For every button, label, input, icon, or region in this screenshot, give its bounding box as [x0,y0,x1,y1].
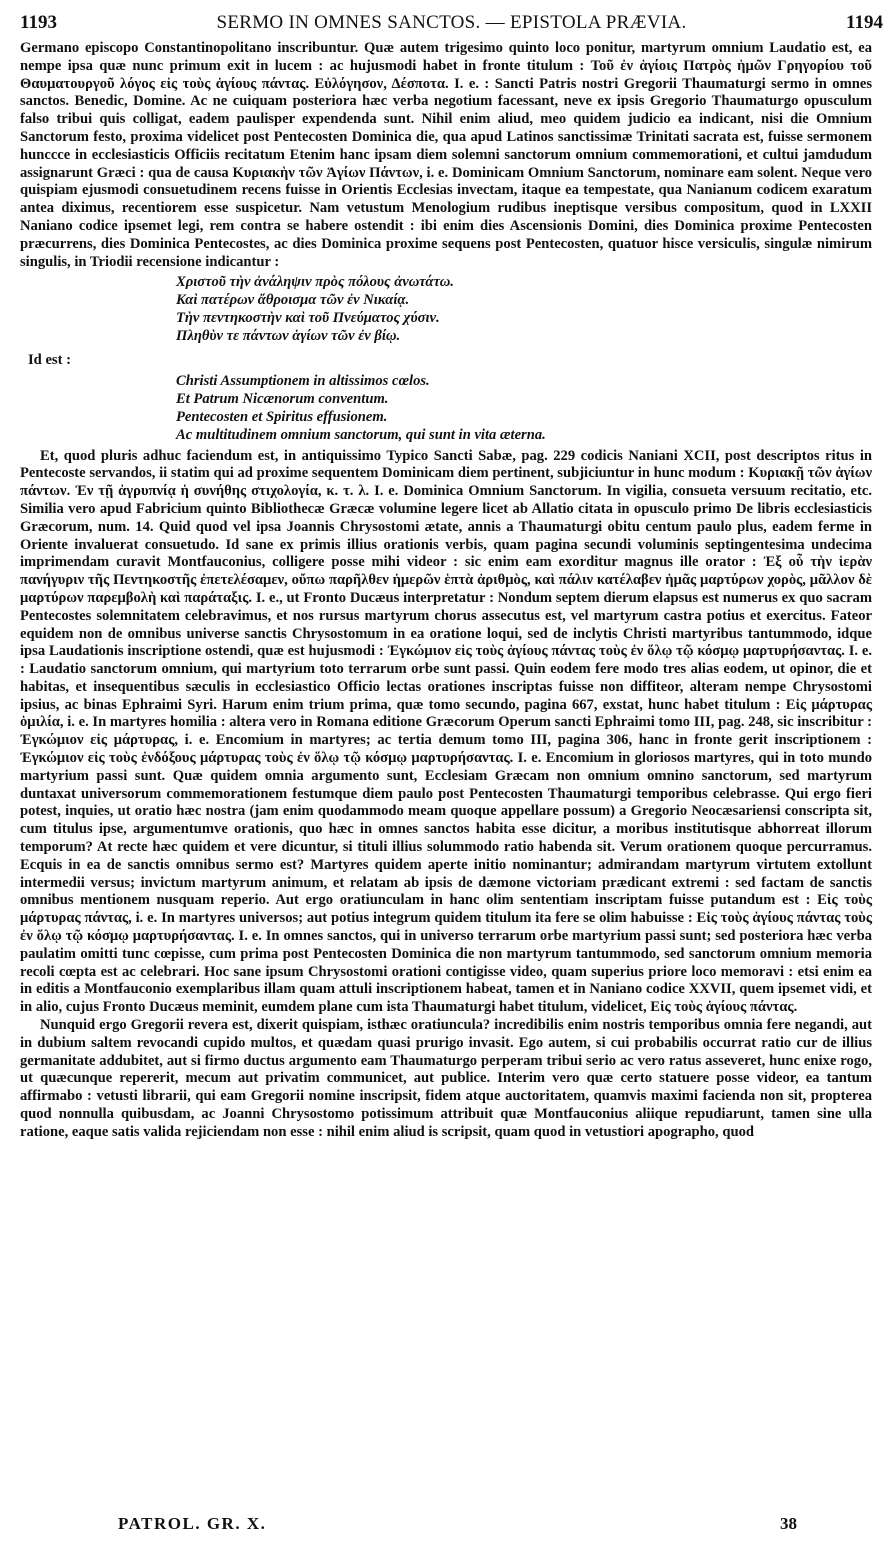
footer-signature: 38 [780,1514,797,1533]
paragraph-3: Nunquid ergo Gregorii revera est, dixerit quispiam, isthæc oratiuncula? incredibilis enim nostris temporibus omnia fere negandi, aut in dubium saltem revocandi cupido multos, et quædam quasi prurigo invasit. Ego autem, si cui probabilis occurrat ratio cur de illius germanitate addubitet, aut si firmo ductus argumento eam Thaumaturgo perperam tribui serio ac vero ratus asseveret, hunc enixe rogo, ut quæcunque repererit, mecum aut privatim communicet, aut publice. Interim vero quæ certo statuere posse videor, ea tantum affirmabo : vetusti librarii, qui eam Gregorii nomine inscripsit, fidem atque auctoritatem, quamvis maximi facienda non sit, propterea quod nonnulla quibusdam, ac Joanni Chrysostomo potissimum attribuit quæ Montfauconius aliique repudiarunt, tamen sine ulla ratione, eaque satis valida rejiciendam non esse : nihil enim aliud is scripsit, quam quod in vetustiori apographo, quod [20,1017,872,1140]
page-number-left: 1193 [20,12,57,33]
running-header [20,12,883,38]
greek-verse-line: Χριστοῦ τὴν ἀνάληψιν πρὸς πόλους ἀνωτάτω. [176,274,454,291]
page-footer [118,1514,797,1538]
id-est-label: Id est : [28,351,71,368]
page-number-right: 1194 [846,12,883,33]
header-title: SERMO IN OMNES SANCTOS. — EPISTOLA PRÆVIA. [216,12,687,33]
latin-verse-line: Pentecosten et Spiritus effusionem. [176,408,388,425]
greek-verse-line: Πληθὺν τε πάντων ἁγίων τῶν ἐν βίῳ. [176,327,401,344]
latin-verse-line: Ac multitudinem omnium sanctorum, qui sunt in vita æterna. [176,426,546,443]
latin-verse-line: Et Patrum Nicænorum conventum. [176,391,389,408]
greek-verse-line: Καὶ πατέρων ἄθροισμα τῶν ἐν Νικαίᾳ. [176,292,410,309]
paragraph-1: Germano episcopo Constantinopolitano inscribuntur. Quæ autem trigesimo quinto loco ponitur, martyrum omnium Laudatio est, ea nempe ipsa quæ nunc primum exit in lucem : ac hujusmodi habet in fronte titulum : Τοῦ ἐν ἁγίοις Πατρὸς ἡμῶν Γρηγορίου τοῦ Θαυματουργοῦ λόγος εἰς τοὺς ἁγίους πάντας. Εὐλόγησον, Δέσποτα. I. e. : Sancti Patris nostri Gregorii Thaumaturgi sermo in omnes sanctos. Benedic, Domine. Ac ne cuiquam posteriora hæc verba negotium facessant, neve ex ipsis Gregorio Thaumaturgo opusculum falso tribui quis colligat, eadem paulisper expendenda sunt. Nihil enim aliud, meo quidem judicio ea indicant, nisi die Omnium Sanctorum festo, proxima videlicet post Pentecosten Dominica die, qua apud Latinos sanctissimæ Trinitati sacrata est, fuisse sermonem hunccce in ecclesiasticis Officiis recitatum Etenim hanc ipsam diem solemni sanctorum omnium commemorationi, et cultui jamdudum assignarunt Græci : qua de causa Κυριακὴν τῶν Ἁγίων Πάντων, i. e. Dominicam Omnium Sanctorum, nominare eam solent. Neque vero quispiam ejusmodi consuetudinem recens fuisse in Orientis Ecclesias invectam, itaque ea tempestate, qua Nanianum codicem exaratum antea diximus, recentiorem esse suspicetur. Nam vetustum Menologium rudibus ineptisque versibus compositum, quod in LXXII Naniano codice ipsemet legi, rem contra se habere ostendit : ibi enim dies Ascensionis Domini, dies Dominica proxime Pentecosten præcurrens, dies Dominica Pentecostes, ac dies Dominica proxime sequens post Pentecosten, quatuor hisce versiculis, singulæ nimirum singulis, in Triodii recensione indicantur : [20,40,872,270]
paragraph-2: Et, quod pluris adhuc faciendum est, in antiquissimo Typico Sancti Sabæ, pag. 229 codicis Naniani XCII, post descriptos ritus in Pentecoste servandos, ii statim qui ad proxime sequentem Dominicam diem pertinent, subjiciuntur in hunc modum : Κυριακῇ τῶν ἁγίων πάντων. Ἐν τῇ ἀγρυπνίᾳ ἡ συνήθης στιχολογία, κ. τ. λ. I. e. Dominica Omnium Sanctorum. In vigilia, consueta versuum recitatio, etc. Similia vero apud Fabricium quinto Bibliothecæ Græcæ volumine legere licet ab Allatio citata in opusculo primo De libris ecclesiasticis Græcorum, num. 14. Quid quod vel ipsa Joannis Chrysostomi ætate, annis a Thaumaturgi obitu centum paulo plus, eadem ferme in Oriente invaluerat consuetudo. Id sane ex primis illius orationis verbis, quam pagina secundi voluminis septingentesima undecima imprimendam curavit Montfauconius, colligere posse mihi videor : sic enim eam exorditur magnus ille orator : Ἐξ οὗ τὴν ἱερὰν πανήγυριν τῆς Πεντηκοστῆς ἐπετελέσαμεν, οὔπω παρῆλθεν ἡμερῶν ἑπτὰ ἀριθμὸς, καὶ πάλιν κατέλαβεν ἡμᾶς μαρτύρων χορὸς, μᾶλλον δὲ μαρτύρων παρεμβολὴ καὶ παράταξις. I. e., ut Fronto Ducæus interpretatur : Nondum septem dierum elapsus est numerus ex quo sacram Pentecostes solemnitatem celebravimus, et nos rursus martyrum chorus assecutus est, vel martyrum castra potius et exercitus. Fateor equidem non de omnibus universe sanctis Chrysostomum in ea oratione loqui, sed de inclytis Christi martyribus tantummodo, idque ipsa Laudationis inscriptione ostendi, quæ est hujusmodi : Ἐγκώμιον εἰς τοὺς ἁγίους πάντας τοὺς ἐν ὅλῳ τῷ κόσμῳ μαρτυρήσαντας. I. e. : Laudatio sanctorum omnium, qui martyrium toto terrarum orbe sunt passi. Quin eodem fere modo tres alias eodem, ut opinor, die et habitas, et insequentibus sæculis in ecclesiastico Officio lectas orationes inscriptas fuisse non diffiteor, alteram nempe Chrysostomi ipsius, ac binas Ephraimi Syri. Harum enim trium prima, quæ tomo secundo, pagina 667, exstat, hunc habet titulum : Εἰς μάρτυρας ὁμιλία, i. e. In martyres homilia : altera vero in Romana editione Græcorum Operum sancti Ephraimi tomo III, pag. 248, sic inscribitur : Ἐγκώμιον εἰς μάρτυρας, i. e. Encomium in martyres; ac tertia demum tomo III, pagina 306, hanc in fronte gerit inscriptionem : Ἐγκώμιον εἰς τοὺς ἐνδόξους μάρτυρας τοὺς ἐν ὅλῳ τῷ κόσμῳ μαρτυρήσαντας. I. e. Encomium in gloriosos martyres, qui in toto mundo martyrium passi sunt. Quæ quidem omnia argumento sunt, Ecclesiam Græcam non omnium omnino sanctorum, sed martyrum duntaxat universorum commemorationem festumque diem paulo post Pentecosten Thaumaturgi temporibus celebrasse. Qui ergo fieri potest, inquies, ut oratio hæc nostra (jam enim quodammodo meam quoque appellare possum) a Gregorio Neocæsariensi conscripta sit, cum titulus ipse, argumentumve orationis, quo hæc in omnes sanctos habita esse dicitur, a moribus institutisque abhorreat illorum temporum? At recte hæc quidem et vere dicuntur, si tituli illius solummodo ratio habenda sit. Verum orationem quoque percurramus. Ecquis in ea de sanctis omnibus sermo est? Martyres quidem aperte initio nominantur; admirandam martyrum virtutem extollunt intermedii versus; invictum martyrum animum, et relatam ab ipsis de dæmone victoriam prædicant extremi : sed factam de sanctis omnibus mentionem nusquam reperio. Aut ergo oratiunculam in hanc olim sententiam inscriptam fuisse putandum est : Εἰς τοὺς μάρτυρας πάντας, i. e. In martyres universos; aut potius integrum quidem titulum ita fere se olim habuisse : Εἰς τοὺς ἁγίους πάντας τοὺς ἐν ὅλῳ τῷ κόσμῳ μαρτυρήσαντας. I. e. In omnes sanctos, qui in universo terrarum orbe martyrium passi sunt; sed posteriora hæc verba paulatim omitti tunc cœpisse, cum prima post Pentecosten Dominica die non martyrum tantummodo, sed sanctorum omnium memoria recoli cœpta est ac celebrari. Hoc sane ipsum Chrysostomi orationi contigisse video, quam superius priore loco memoravi : etsi enim ea in editis a Montfauconio exemplaribus illam quam attuli inscriptionem habeat, tamen et in Naniano codice XXVII, quem ipsemet vidi, et in alio, cujus Fronto Ducæus meminit, eumdem plane cum ista Thaumaturgi habet titulum, videlicet, Εἰς τοὺς ἁγίους πάντας. [20,447,872,1016]
body-text [20,40,872,1142]
latin-verse-line: Christi Assumptionem in altissimos cœlos. [176,373,430,390]
greek-verse-line: Τὴν πεντηκοστὴν καὶ τοῦ Πνεύματος χύσιν. [176,309,440,326]
latin-verses [176,373,872,444]
footer-series: PATROL. GR. X. [118,1514,267,1533]
greek-verses [176,274,872,345]
